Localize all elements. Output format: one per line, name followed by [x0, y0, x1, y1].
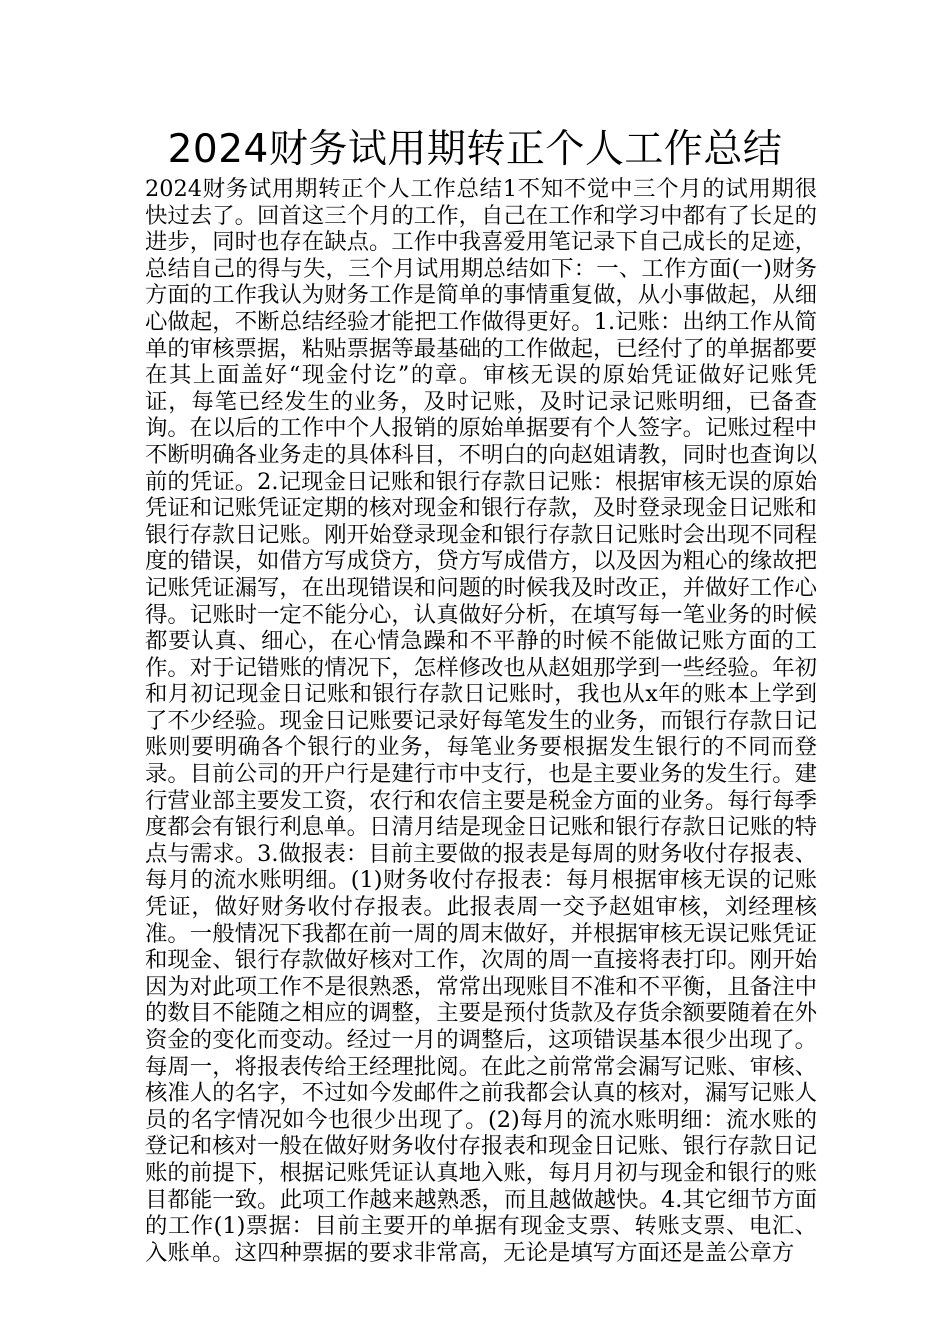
document-body-text: 2024财务试用期转正个人工作总结1不知不觉中三个月的试用期很快过去了。回首这三个月的工作，自己在工作和学习中都有了长足的进步，同时也存在缺点。工作中我喜爱用笔记录下自己成长的足迹，总结自己的得与失，三个月试用期总结如下：一、工作方面(一)财务方面的工作我认为财务工作是简单的事情重复做，从小事做起，从细心做起，不断总结经验才能把工作做得更好。1.记账：出纳工作从简单的审核票据，粘贴票据等最基础的工作做起，已经付了的单据都要在其上面盖好“现金付讫”的章。审核无误的原始凭证做好记账凭证，每笔已经发生的业务，及时记账，及时记录记账明细，已备查询。在以后的工作中个人报销的原始单据要有个人签字。记账过程中不断明确各业务走的具体科目，不明白的向赵姐请教，同时也查询以前的凭证。2.记现金日记账和银行存款日记账：根据审核无误的原始凭证和记账凭证定期的核对现金和银行存款，及时登录现金日记账和银行存款日记账。刚开始登录现金和银行存款日记账时会出现不同程度的错误，如借方写成贷方，贷方写成借方，以及因为粗心的缘故把记账凭证漏写，在出现错误和问题的时候我及时改正，并做好工作心得。记账时一定不能分心，认真做好分析，在填写每一笔业务的时候都要认真、细心，在心情急躁和不平静的时候不能做记账方面的工作。对于记错账的情况下，怎样修改也从赵姐那学到一些经验。年初和月初记现金日记账和银行存款日记账时，我也从x年的账本上学到了不少经验。现金日记账要记录好每笔发生的业务，而银行存款日记账则要明确各个银行的业务，每笔业务要根据发生银行的不同而登录。目前公司的开户行是建行市中支行，也是主要业务的发生行。建行营业部主要发工资，农行和农信主要是税金方面的业务。每行每季度都会有银行利息单。日清月结是现金日记账和银行存款日记账的特点与需求。3.做报表：目前主要做的报表是每周的财务收付存报表、每月的流水账明细。(1)财务收付存报表：每月根据审核无误的记账凭证，做好财务收付存报表。此报表周一交予赵姐审核，刘经理核准。一般情况下我都在前一周的周末做好，并根据审核无误记账凭证和现金、银行存款做好核对工作，次周的周一直接将表打印。刚开始因为对此项工作不是很熟悉，常常出现账目不准和不平衡，且备注中的数目不能随之相应的调整，主要是预付货款及存货余额要随着在外资金的变化而变动。经过一月的调整后，这项错误基本很少出现了。每周一，将报表传给王经理批阅。在此之前常常会漏写记账、审核、核准人的名字，不过如今发邮件之前我都会认真的核对，漏写记账人员的名字情况如今也很少出现了。(2)每月的流水账明细：流水账的登记和核对一般在做好财务收付存报表和现金日记账、银行存款日记账的前提下，根据记账凭证认真地入账，每月月初与现金和银行的账目都能一致。此项工作越来越熟悉，而且越做越快。4.其它细节方面的工作(1)票据：目前主要开的单据有现金支票、转账支票、电汇、入账单。这四种票据的要求非常高，无论是填写方面还是盖公章方	[145, 176, 817, 1266]
document-title: 2024财务试用期转正个人工作总结	[167, 127, 783, 172]
